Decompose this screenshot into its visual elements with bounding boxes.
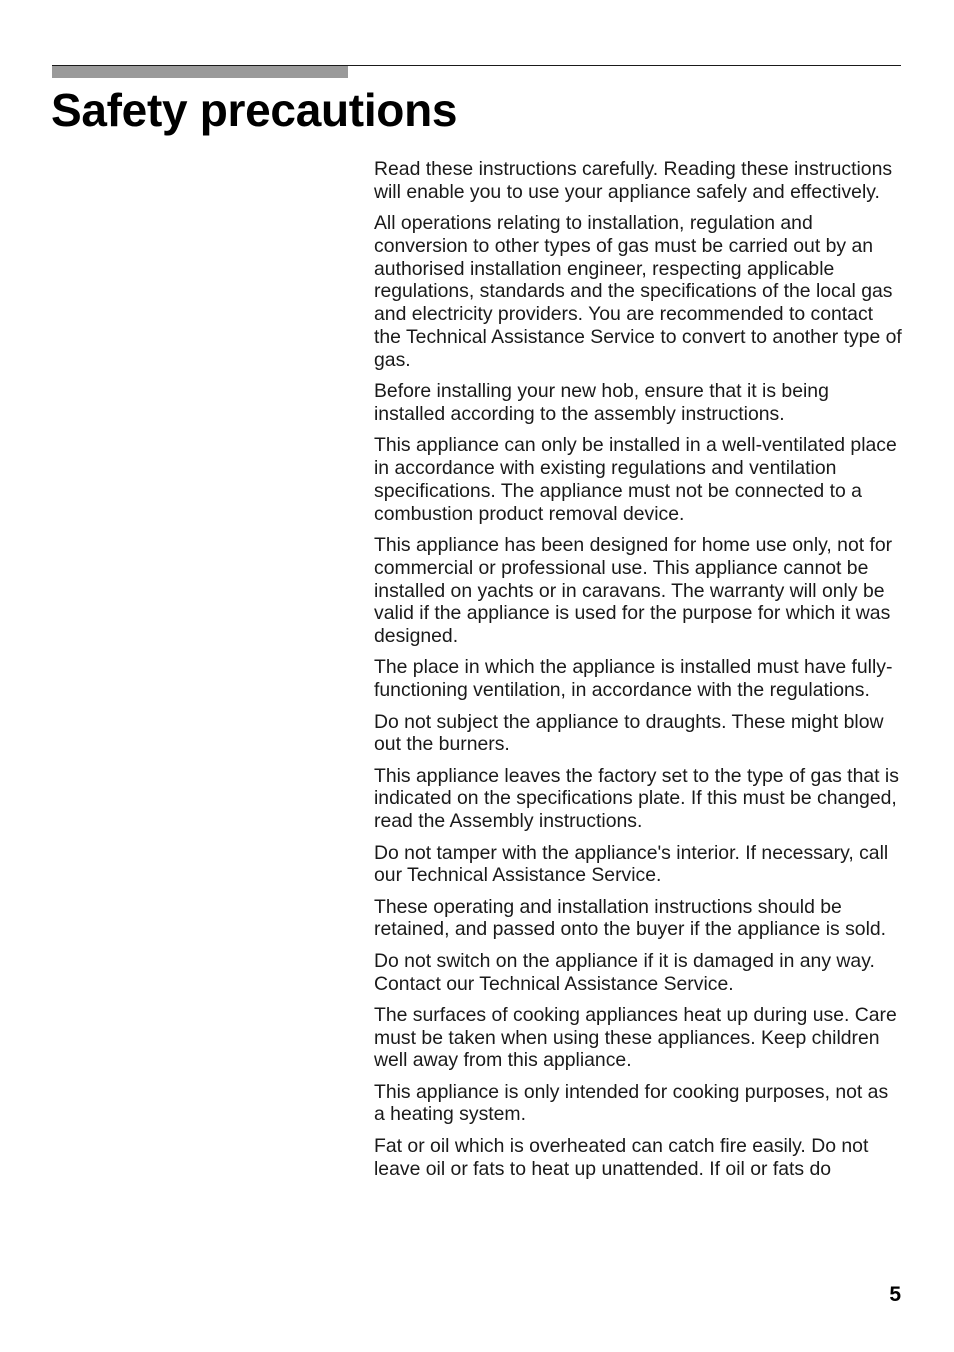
paragraph-hot-surfaces: The surfaces of cooking appliances heat up during use. Care must be taken when using these appliances. Keep children well away from this appliance. bbox=[374, 1003, 897, 1072]
paragraph-gas-type: This appliance leaves the factory set to the type of gas that is indicated on the specifications plate. If this must be changed, read the Assembly instructions. bbox=[374, 764, 899, 833]
body-text-column bbox=[374, 158, 904, 1189]
paragraph-ventilation: The place in which the appliance is installed must have fully-functioning ventilation, in accordance with the regulations. bbox=[374, 656, 893, 702]
paragraph-authorised-engineer: All operations relating to installation, regulation and conversion to other types of gas must be carried out by an authorised installation engineer, respecting applicable regulations, standards and the specifications of the local gas and electricity providers. You are recommended to contact the Technical Assistance Service to convert to another type of gas. bbox=[374, 212, 902, 371]
paragraph-retain-instructions: These operating and installation instructions should be retained, and passed onto the buyer if the appliance is sold. bbox=[374, 895, 887, 941]
paragraph-read-instructions: Read these instructions carefully. Reading these instructions will enable you to use your appliance safely and effectively. bbox=[374, 158, 893, 203]
paragraph-draughts: Do not subject the appliance to draughts. These might blow out the burners. bbox=[374, 710, 884, 756]
paragraph-before-installing: Before installing your new hob, ensure that it is being installed according to the assembly instructions. bbox=[374, 380, 829, 425]
paragraph-cooking-only: This appliance is only intended for cooking purposes, not as a heating system. bbox=[374, 1080, 889, 1126]
page-number: 5 bbox=[889, 1283, 901, 1306]
page-title: Safety precautions bbox=[51, 84, 458, 136]
paragraph-well-ventilated: This appliance can only be installed in a well-ventilated place in accordance with existing regulations and ventilation specifications. The appliance must not be connected to a combustion product removal device. bbox=[374, 434, 897, 525]
paragraph-home-use-only: This appliance has been designed for home use only, not for commercial or professional use. This appliance cannot be installed on yachts or in caravans. The warranty will only be valid if the appliance is used for the purpose for which it was designed. bbox=[374, 533, 893, 648]
paragraph-overheated-fat: Fat or oil which is overheated can catch fire easily. Do not leave oil or fats to heat up unattended. If oil or fats do bbox=[374, 1134, 869, 1180]
paragraph-do-not-tamper: Do not tamper with the appliance's interior. If necessary, call our Technical Assistance Service. bbox=[374, 841, 889, 887]
paragraph-damaged-appliance: Do not switch on the appliance if it is damaged in any way. Contact our Technical Assistance Service. bbox=[374, 949, 875, 995]
header-accent-bar bbox=[52, 66, 348, 78]
